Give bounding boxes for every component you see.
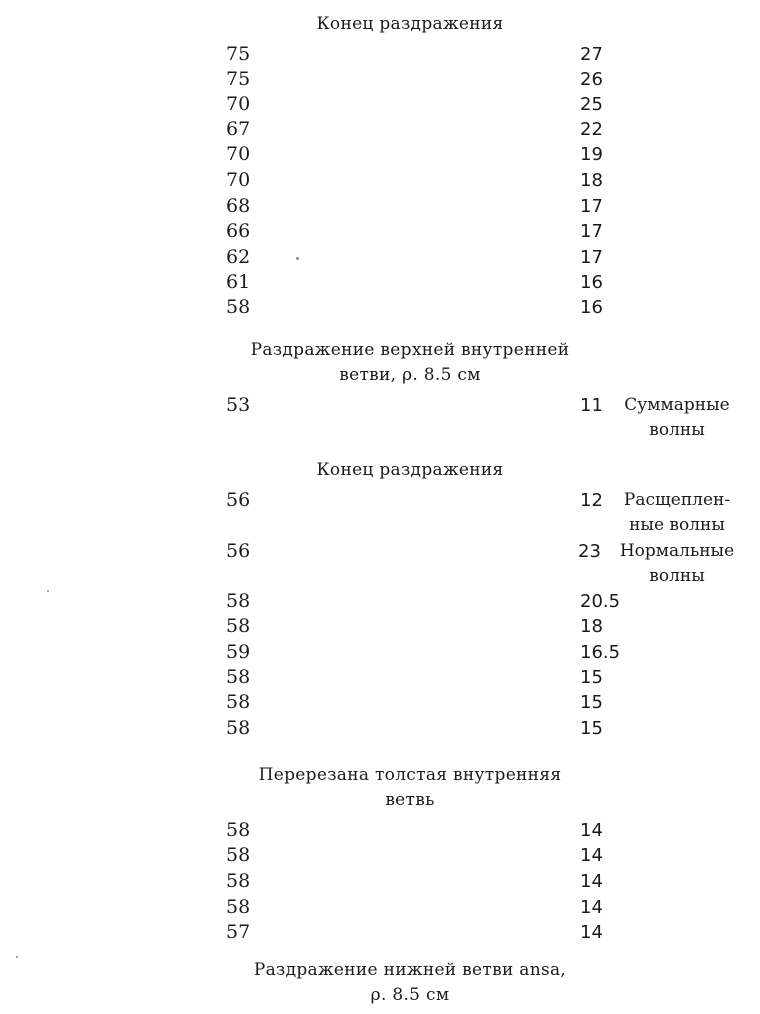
heading-line: ветвь: [385, 790, 435, 810]
right-value: 14: [580, 845, 603, 866]
table-row: [0, 690, 760, 715]
right-value: 19: [580, 144, 603, 165]
right-value: 16: [580, 297, 603, 318]
right-value: 17: [580, 196, 603, 217]
right-value: 16: [580, 272, 603, 293]
right-value: 25: [580, 94, 603, 115]
table-row: [0, 818, 760, 843]
table-row: [0, 665, 760, 690]
heading-line: Раздражение нижней ветви ansa,: [253, 960, 567, 980]
note-line: Суммарные: [624, 395, 730, 415]
section-heading: [200, 958, 620, 1008]
table-row: [0, 539, 760, 586]
note-line: Нормальные: [619, 541, 735, 561]
right-value: 18: [580, 616, 603, 637]
right-value: 14: [580, 922, 603, 943]
left-value: 56: [226, 489, 251, 511]
left-value: 75: [226, 43, 251, 65]
heading-line: Перерезана толстая внутренняя: [258, 765, 562, 785]
left-value: 61: [226, 271, 251, 293]
section-heading: [200, 458, 620, 483]
table-row: [0, 393, 760, 440]
scan-speck: [16, 956, 18, 958]
left-value: 58: [226, 666, 251, 688]
left-value: 58: [226, 896, 251, 918]
left-value: 70: [226, 93, 251, 115]
table-row: [0, 895, 760, 920]
left-value: 58: [226, 819, 251, 841]
table-row: [0, 270, 760, 295]
table-row: [0, 716, 760, 741]
right-value: 12: [580, 490, 603, 511]
left-value: 75: [226, 68, 251, 90]
left-value: 66: [226, 220, 251, 242]
left-value: 58: [226, 844, 251, 866]
left-value: 58: [226, 691, 251, 713]
row-note: [612, 539, 742, 589]
right-value: 14: [580, 897, 603, 918]
table-row: [0, 843, 760, 868]
section-heading: [200, 12, 620, 37]
left-value: 68: [226, 195, 251, 217]
scan-speck: [47, 590, 49, 592]
left-value: 57: [226, 921, 251, 943]
table-row: [0, 168, 760, 193]
right-value: 23: [578, 541, 601, 562]
right-value: 20.5: [580, 591, 621, 612]
left-value: 59: [226, 641, 251, 663]
left-value: 53: [226, 394, 251, 416]
right-value: 27: [580, 44, 603, 65]
left-value: 70: [226, 169, 251, 191]
note-line: Расщеплен-: [623, 490, 731, 510]
table-row: [0, 194, 760, 219]
left-value: 58: [226, 590, 251, 612]
heading-line: ветви, ρ. 8.5 см: [339, 365, 481, 385]
table-row: [0, 42, 760, 67]
table-row: [0, 295, 760, 320]
table-row: [0, 869, 760, 894]
right-value: 16.5: [580, 642, 621, 663]
table-row: [0, 219, 760, 244]
heading-line: Раздражение верхней внутренней: [250, 340, 570, 360]
right-value: 14: [580, 871, 603, 892]
right-value: 15: [580, 692, 603, 713]
table-row: [0, 920, 760, 945]
left-value: 62: [226, 246, 251, 268]
right-value: 15: [580, 667, 603, 688]
right-value: 14: [580, 820, 603, 841]
table-row: [0, 640, 760, 665]
row-note: [612, 393, 742, 443]
left-value: 58: [226, 615, 251, 637]
table-row: [0, 614, 760, 639]
right-value: 17: [580, 247, 603, 268]
table-row: [0, 245, 760, 270]
left-value: 67: [226, 118, 251, 140]
note-line: волны: [649, 420, 705, 440]
left-value: 56: [226, 540, 251, 562]
note-line: ные волны: [629, 515, 725, 535]
scan-speck: [296, 257, 299, 260]
left-value: 58: [226, 870, 251, 892]
right-value: 11: [580, 395, 603, 416]
heading-line: ρ. 8.5 см: [370, 985, 450, 1005]
table-row: [0, 67, 760, 92]
right-value: 26: [580, 69, 603, 90]
right-value: 18: [580, 170, 603, 191]
table-row: [0, 92, 760, 117]
table-row: [0, 488, 760, 535]
right-value: 15: [580, 718, 603, 739]
left-value: 58: [226, 717, 251, 739]
section-heading: [200, 763, 620, 813]
table-row: [0, 589, 760, 614]
note-line: волны: [649, 566, 705, 586]
table-row: [0, 142, 760, 167]
heading-line: Конец раздражения: [316, 14, 504, 34]
row-note: [612, 488, 742, 538]
right-value: 17: [580, 221, 603, 242]
left-value: 58: [226, 296, 251, 318]
left-value: 70: [226, 143, 251, 165]
table-row: [0, 117, 760, 142]
section-heading: [200, 338, 620, 388]
right-value: 22: [580, 119, 603, 140]
heading-line: Конец раздражения: [316, 460, 504, 480]
